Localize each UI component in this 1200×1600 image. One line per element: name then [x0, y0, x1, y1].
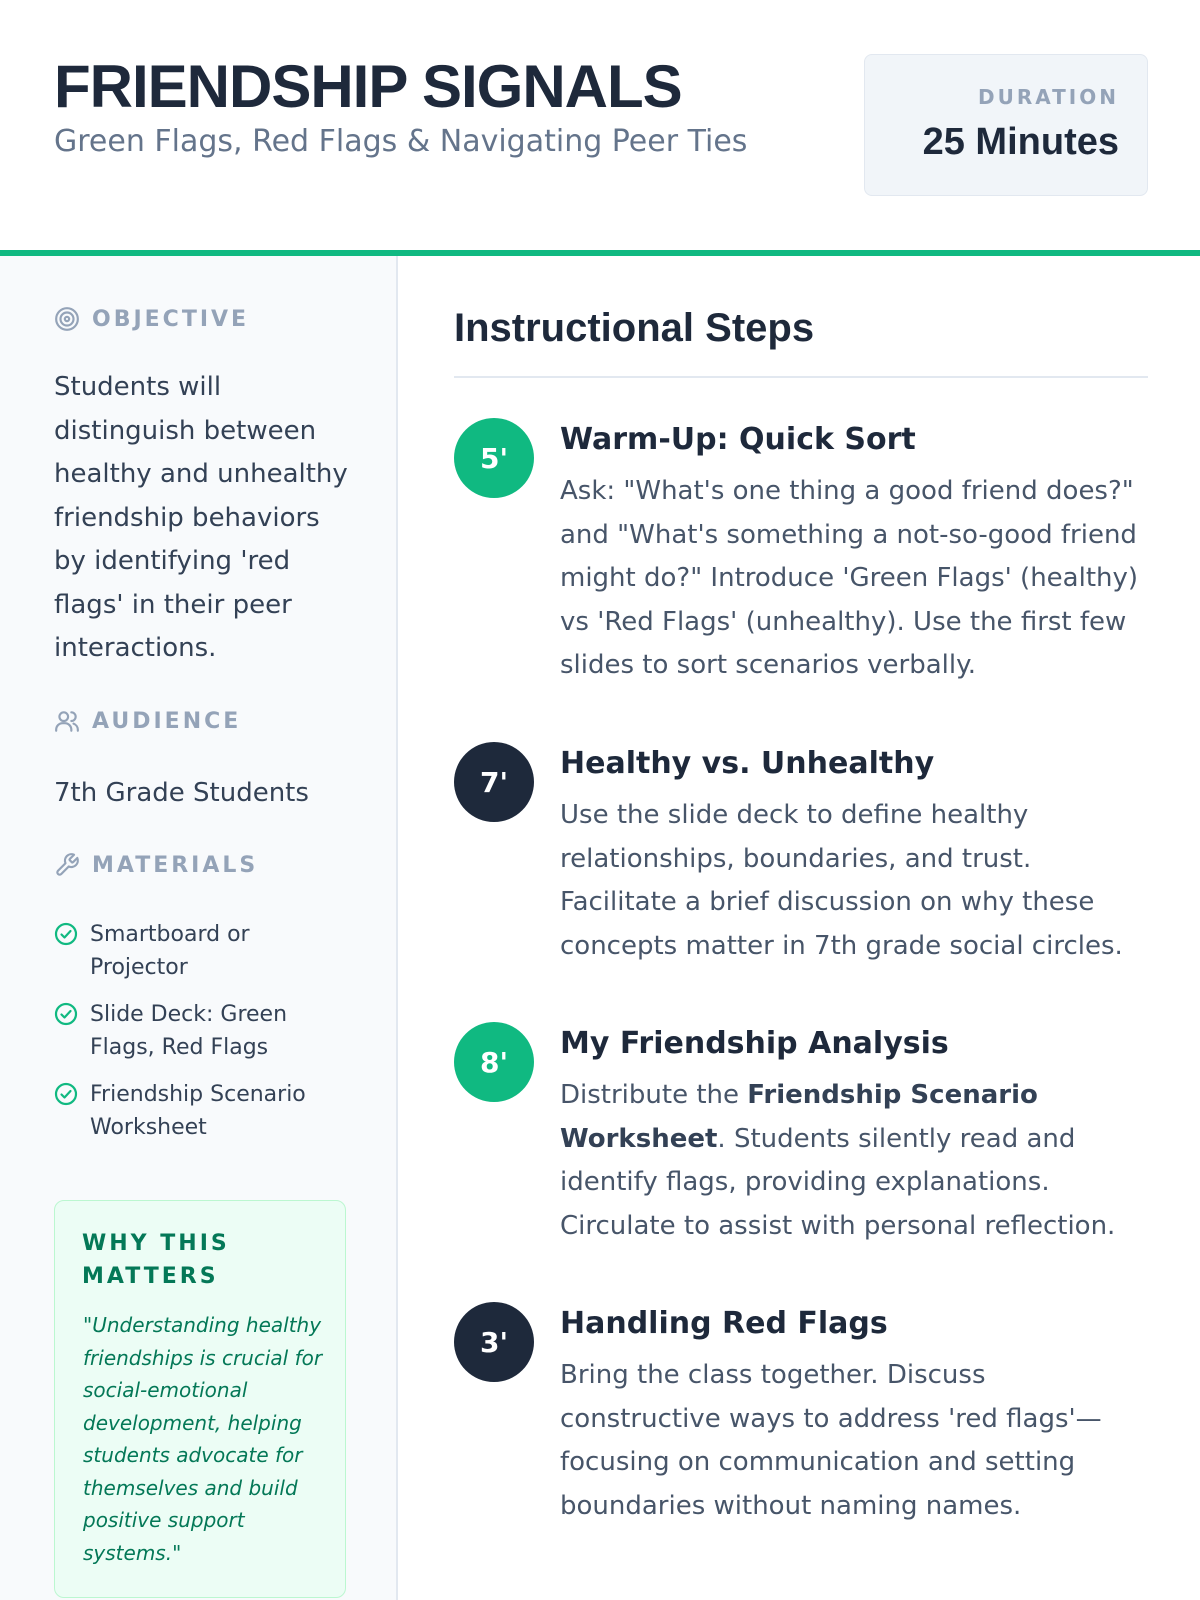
list-item [54, 1078, 354, 1144]
material-item: Friendship Scenario Worksheet [90, 1082, 306, 1140]
list-item [54, 918, 354, 984]
audience-heading [54, 708, 241, 734]
objective-heading [54, 306, 249, 332]
objective-label: OBJECTIVE [92, 306, 250, 332]
step-title: Handling Red Flags [560, 1306, 888, 1341]
page-subtitle: Green Flags, Red Flags & Navigating Peer Ties [54, 124, 748, 159]
header [0, 0, 1200, 248]
audience-text: 7th Grade Students [54, 778, 309, 808]
step-title: Healthy vs. Unhealthy [560, 746, 935, 781]
why-title: WHY THIS MATTERS [82, 1231, 230, 1289]
step-duration-badge: 8' [454, 1022, 534, 1102]
material-item: Smartboard or Projector [90, 922, 250, 980]
step-description: Use the slide deck to define healthy relationships, boundaries, and trust. Facilitate a brief discussion on why these concepts matter in 7th grade social circles. [560, 800, 1123, 961]
target-icon [54, 306, 80, 332]
worksheet-name: Friendship Scenario Worksheet [560, 1080, 1038, 1154]
wrench-icon [54, 852, 80, 878]
why-this-matters-card [54, 1200, 346, 1598]
check-circle-icon [54, 1082, 78, 1106]
section-divider [454, 376, 1148, 378]
duration-value: 25 Minutes [922, 121, 1119, 163]
materials-list [54, 918, 354, 1158]
why-quote: "Understanding healthy friendships is crucial for social-emotional development, helping students advocate for themselves and build positive support systems." [83, 1313, 323, 1565]
step-title: My Friendship Analysis [560, 1026, 949, 1061]
sidebar [0, 256, 398, 1600]
users-icon [54, 708, 80, 734]
step-description-text: Distribute the [560, 1080, 748, 1110]
step-description-text: . Students silently read and identify flags, providing explanations. Circulate to assist with personal reflection. [560, 1123, 1116, 1241]
section-title: Instructional Steps [454, 306, 815, 350]
main-content [400, 256, 1200, 1600]
page-title: FRIENDSHIP SIGNALS [54, 53, 682, 120]
step-description: Bring the class together. Discuss constructive ways to address 'red flags'—focusing on communication and setting boundaries without naming names. [560, 1360, 1102, 1521]
step-description [560, 1074, 1148, 1248]
materials-heading [54, 852, 258, 878]
materials-label: MATERIALS [92, 852, 259, 878]
list-item [54, 998, 354, 1064]
step-title: Warm-Up: Quick Sort [560, 422, 916, 457]
step-duration-badge: 3' [454, 1302, 534, 1382]
duration-label: DURATION [978, 85, 1119, 109]
step-duration-badge: 5' [454, 418, 534, 498]
audience-label: AUDIENCE [92, 708, 242, 734]
duration-card [864, 54, 1148, 196]
check-circle-icon [54, 922, 78, 946]
step-description: Ask: "What's one thing a good friend does?" and "What's something a not-so-good friend might do?" Introduce 'Green Flags' (healthy) vs 'Red Flags' (unhealthy). Use the first few slides to sort scenarios verbally. [560, 476, 1139, 680]
check-circle-icon [54, 1002, 78, 1026]
step-duration-badge: 7' [454, 742, 534, 822]
objective-text: Students will distinguish between healthy and unhealthy friendship behaviors by identifying 'red flags' in their peer interactions. [54, 372, 348, 663]
material-item: Slide Deck: Green Flags, Red Flags [90, 1002, 288, 1060]
